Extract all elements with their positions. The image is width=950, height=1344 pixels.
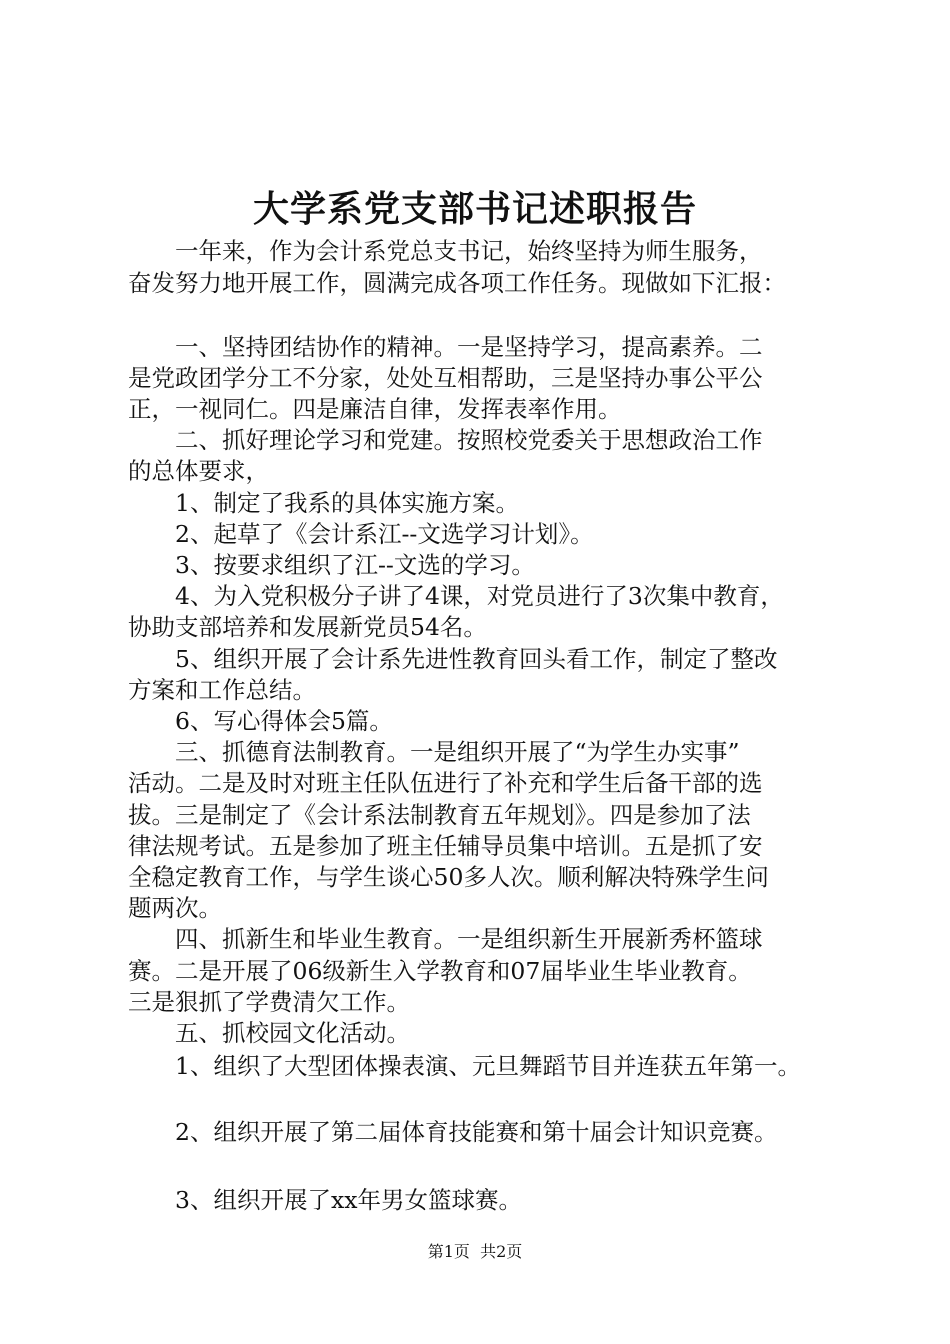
body-line: 一年来，作为会计系党总支书记，始终坚持为师生服务， (128, 237, 763, 265)
body-line: 二、抓好理论学习和党建。按照校党委关于思想政治工作 (128, 426, 763, 454)
body-line: 的总体要求， (128, 457, 269, 485)
body-line: 5、组织开展了会计系先进性教育回头看工作，制定了整改 (128, 645, 778, 673)
body-line: 6、写心得体会5篇。 (128, 707, 393, 735)
body-line: 4、为入党积极分子讲了4课，对党员进行了3次集中教育， (128, 582, 784, 610)
body-line: 1、组织了大型团体操表演、元旦舞蹈节目并连获五年第一。 (128, 1052, 801, 1080)
body-line: 律法规考试。五是参加了班主任辅导员集中培训。五是抓了安 (128, 832, 763, 860)
body-line: 一、坚持团结协作的精神。一是坚持学习，提高素养。二 (128, 333, 763, 361)
body-line: 全稳定教育工作，与学生谈心50多人次。顺利解决特殊学生问 (128, 863, 769, 891)
document-title: 大学系党支部书记述职报告 (252, 188, 697, 230)
body-line: 是党政团学分工不分家，处处互相帮助，三是坚持办事公平公 (128, 364, 763, 392)
body-line: 2、组织开展了第二届体育技能赛和第十届会计知识竞赛。 (128, 1118, 778, 1146)
body-line: 题两次。 (128, 894, 222, 922)
body-line: 3、组织开展了xx年男女篮球赛。 (128, 1186, 522, 1214)
body-line: 奋发努力地开展工作，圆满完成各项工作任务。现做如下汇报： (128, 269, 786, 297)
body-line: 1、制定了我系的具体实施方案。 (128, 489, 519, 517)
body-line: 五、抓校园文化活动。 (128, 1019, 410, 1047)
body-line: 三是狠抓了学费清欠工作。 (128, 988, 410, 1016)
page-number-footer: 第1页 共2页 (427, 1242, 523, 1261)
body-line: 方案和工作总结。 (128, 676, 316, 704)
body-line: 正，一视同仁。四是廉洁自律，发挥表率作用。 (128, 395, 622, 423)
body-line: 协助支部培养和发展新党员54名。 (128, 613, 487, 641)
body-line: 3、按要求组织了江--文选的学习。 (128, 551, 535, 579)
body-line: 四、抓新生和毕业生教育。一是组织新生开展新秀杯篮球 (128, 925, 763, 953)
body-line: 活动。二是及时对班主任队伍进行了补充和学生后备干部的选 (128, 769, 763, 797)
body-line: 拔。三是制定了《会计系法制教育五年规划》。四是参加了法 (128, 801, 751, 829)
body-line: 赛。二是开展了06级新生入学教育和07届毕业生毕业教育。 (128, 957, 752, 985)
body-line: 2、起草了《会计系江--文选学习计划》。 (128, 520, 594, 548)
body-line: 三、抓德育法制教育。一是组织开展了“为学生办实事” (128, 738, 740, 766)
